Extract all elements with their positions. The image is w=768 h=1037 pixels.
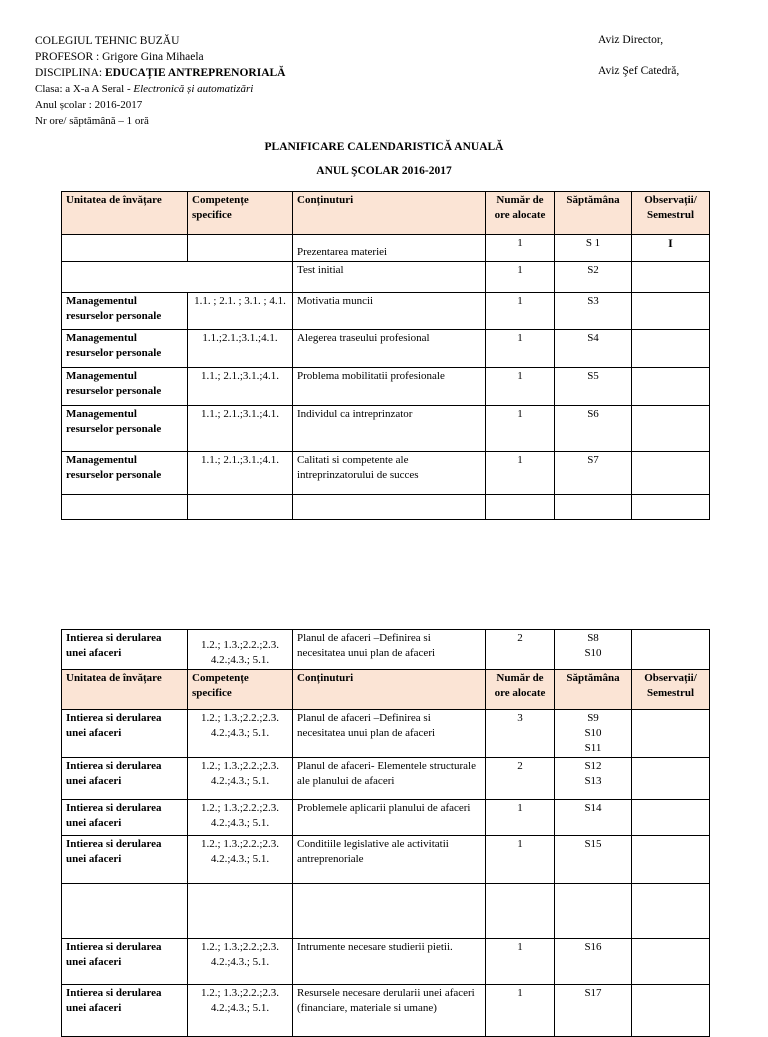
semester-cell	[632, 800, 710, 836]
table-row	[62, 985, 710, 1037]
hours-cell: 1	[486, 939, 555, 985]
header-hours: Număr de ore alocate	[486, 192, 555, 235]
competence-cell: 1.2.; 1.3.;2.2.;2.3. 4.2.;4.3.; 5.1.	[188, 939, 293, 985]
header-contents: Conținuturi	[293, 670, 486, 710]
hours-cell: 1	[486, 293, 555, 330]
table-header-row	[62, 670, 710, 710]
content-cell: Calitati si competente ale intreprinzatorului de succes	[293, 452, 486, 495]
content-cell	[293, 495, 486, 520]
table-row	[62, 293, 710, 330]
school-year: Anul școlar : 2016-2017	[35, 99, 143, 111]
semester-cell	[632, 710, 710, 758]
content-cell: Planul de afaceri –Definirea si necesitatea unui plan de afaceri	[293, 710, 486, 758]
hours-cell: 2	[486, 630, 555, 670]
week-cell: S12 S13	[555, 758, 632, 800]
competence-cell: 1.2.; 1.3.;2.2.;2.3. 4.2.;4.3.; 5.1.	[188, 758, 293, 800]
header-observations: Observații/ Semestrul	[632, 192, 710, 235]
hours-cell	[486, 495, 555, 520]
discipline-value: EDUCAȚIE ANTREPRENORIALĂ	[104, 67, 286, 79]
competence-cell: 1.1.; 2.1.;3.1.;4.1.	[188, 406, 293, 452]
discipline-line	[35, 65, 285, 81]
competence-cell: 1.2.; 1.3.;2.2.;2.3. 4.2.;4.3.; 5.1.	[188, 710, 293, 758]
week-cell: S3	[555, 293, 632, 330]
hours-cell: 1	[486, 836, 555, 884]
content-cell: Conditiile legislative ale activitatii antreprenoriale	[293, 836, 486, 884]
table-row	[62, 452, 710, 495]
semester-cell	[632, 262, 710, 293]
page-title: PLANIFICARE CALENDARISTICĂ ANUALĂ	[264, 141, 504, 153]
unit-cell: Managementul resurselor personale	[62, 406, 188, 452]
competence-cell	[188, 235, 293, 262]
table-row	[62, 939, 710, 985]
table-row	[62, 368, 710, 406]
table-row	[62, 800, 710, 836]
unit-cell: Managementul resurselor personale	[62, 452, 188, 495]
semester-cell	[632, 368, 710, 406]
table-row	[62, 495, 710, 520]
semester-cell	[632, 758, 710, 800]
unit-cell	[62, 884, 188, 939]
semester-cell	[632, 884, 710, 939]
semester-cell	[632, 939, 710, 985]
competence-cell: 1.1.; 2.1.;3.1.;4.1.	[188, 452, 293, 495]
planning-table-1	[61, 191, 710, 520]
week-cell: S 1	[555, 235, 632, 262]
competence-cell: 1.1. ; 2.1. ; 3.1. ; 4.1.	[188, 293, 293, 330]
content-cell: Planul de afaceri- Elementele structurale ale planului de afaceri	[293, 758, 486, 800]
hours-cell: 1	[486, 452, 555, 495]
week-cell: S6	[555, 406, 632, 452]
unit-cell: Managementul resurselor personale	[62, 330, 188, 368]
header-contents: Conținuturi	[293, 192, 486, 235]
hours-cell: 1	[486, 985, 555, 1037]
week-cell: S9 S10 S11	[555, 710, 632, 758]
content-cell: Alegerea traseului profesional	[293, 330, 486, 368]
content-cell: Prezentarea materiei	[293, 235, 486, 262]
hours-per-week: Nr ore/ săptămână – 1 oră	[35, 115, 149, 127]
week-cell: S16	[555, 939, 632, 985]
content-cell: Problemele aplicarii planului de afaceri	[293, 800, 486, 836]
unit-cell	[62, 262, 293, 293]
semester-cell	[632, 406, 710, 452]
teacher-name: Grigore Gina Mihaela	[102, 51, 204, 63]
week-cell: S4	[555, 330, 632, 368]
unit-cell	[62, 495, 188, 520]
table-row	[62, 630, 710, 670]
hours-cell: 3	[486, 710, 555, 758]
teacher-line	[35, 49, 285, 65]
week-cell: S15	[555, 836, 632, 884]
planning-table-2	[61, 629, 710, 1037]
hours-cell: 1	[486, 406, 555, 452]
week-cell	[555, 884, 632, 939]
class-line	[35, 81, 285, 97]
header-competences: Competențe specifice	[188, 192, 293, 235]
content-cell	[293, 884, 486, 939]
table-row	[62, 330, 710, 368]
unit-cell: Intierea si derularea unei afaceri	[62, 710, 188, 758]
competence-cell: 1.2.; 1.3.;2.2.;2.3. 4.2.;4.3.; 5.1.	[188, 800, 293, 836]
unit-cell: Managementul resurselor personale	[62, 293, 188, 330]
competence-cell: 1.1.; 2.1.;3.1.;4.1.	[188, 368, 293, 406]
content-cell: Individul ca intreprinzator	[293, 406, 486, 452]
content-cell: Resursele necesare derularii unei afaceri (financiare, materiale si umane)	[293, 985, 486, 1037]
table-row	[62, 836, 710, 884]
director-approval: Aviz Director,	[598, 34, 664, 46]
hours-cell: 1	[486, 262, 555, 293]
department-head-approval: Aviz Şef Catedră,	[598, 65, 680, 77]
unit-cell: Intierea si derularea unei afaceri	[62, 985, 188, 1037]
week-cell: S7	[555, 452, 632, 495]
teacher-label: PROFESOR :	[35, 51, 103, 63]
content-cell: Motivatia muncii	[293, 293, 486, 330]
hours-cell: 1	[486, 235, 555, 262]
week-cell: S5	[555, 368, 632, 406]
semester-cell	[632, 293, 710, 330]
content-cell: Planul de afaceri –Definirea si necesitatea unui plan de afaceri	[293, 630, 486, 670]
week-cell: S14	[555, 800, 632, 836]
week-cell: S8 S10	[555, 630, 632, 670]
semester-cell	[632, 836, 710, 884]
week-cell: S17	[555, 985, 632, 1037]
unit-cell	[62, 235, 188, 262]
header-observations: Observații/ Semestrul	[632, 670, 710, 710]
header-competences: Competențe specifice	[188, 670, 293, 710]
unit-cell: Intierea si derularea unei afaceri	[62, 800, 188, 836]
hours-cell: 1	[486, 800, 555, 836]
discipline-label: DISCIPLINA:	[35, 67, 105, 79]
table-row	[62, 406, 710, 452]
table-row	[62, 884, 710, 939]
semester-cell	[632, 452, 710, 495]
week-cell: S2	[555, 262, 632, 293]
hours-cell	[486, 884, 555, 939]
content-cell: Problema mobilitatii profesionale	[293, 368, 486, 406]
competence-cell: 1.2.; 1.3.;2.2.;2.3. 4.2.;4.3.; 5.1.	[188, 985, 293, 1037]
competence-cell	[188, 495, 293, 520]
hours-cell: 1	[486, 330, 555, 368]
class-label: Clasa: a X-a A Seral -	[35, 83, 134, 95]
class-specialization: Electronică și automatizări	[133, 83, 254, 95]
document-header	[35, 33, 285, 129]
semester-cell	[632, 495, 710, 520]
header-week: Săptămâna	[555, 670, 632, 710]
header-week: Săptămâna	[555, 192, 632, 235]
competence-cell: 1.2.; 1.3.;2.2.;2.3. 4.2.;4.3.; 5.1.	[188, 836, 293, 884]
competence-cell	[188, 884, 293, 939]
unit-cell: Managementul resurselor personale	[62, 368, 188, 406]
header-hours: Număr de ore alocate	[486, 670, 555, 710]
table-row	[62, 235, 710, 262]
unit-cell: Intierea si derularea unei afaceri	[62, 939, 188, 985]
content-cell: Intrumente necesare studierii pietii.	[293, 939, 486, 985]
page-subtitle: ANUL ŞCOLAR 2016-2017	[316, 165, 452, 177]
unit-cell: Intierea si derularea unei afaceri	[62, 630, 188, 670]
header-unit: Unitatea de învățare	[62, 670, 188, 710]
table-row	[62, 262, 710, 293]
table-row	[62, 710, 710, 758]
week-cell	[555, 495, 632, 520]
competence-cell: 1.1.;2.1.;3.1.;4.1.	[188, 330, 293, 368]
unit-cell: Intierea si derularea unei afaceri	[62, 758, 188, 800]
table-header-row	[62, 192, 710, 235]
hours-cell: 1	[486, 368, 555, 406]
school-name: COLEGIUL TEHNIC BUZĂU	[35, 35, 180, 47]
header-unit: Unitatea de învățare	[62, 192, 188, 235]
semester-cell	[632, 985, 710, 1037]
semester-cell	[632, 330, 710, 368]
semester-cell	[632, 630, 710, 670]
content-cell: Test initial	[293, 262, 486, 293]
unit-cell: Intierea si derularea unei afaceri	[62, 836, 188, 884]
semester-cell: I	[632, 235, 710, 262]
competence-cell: 1.2.; 1.3.;2.2.;2.3. 4.2.;4.3.; 5.1.	[188, 630, 293, 670]
table-row	[62, 758, 710, 800]
hours-cell: 2	[486, 758, 555, 800]
